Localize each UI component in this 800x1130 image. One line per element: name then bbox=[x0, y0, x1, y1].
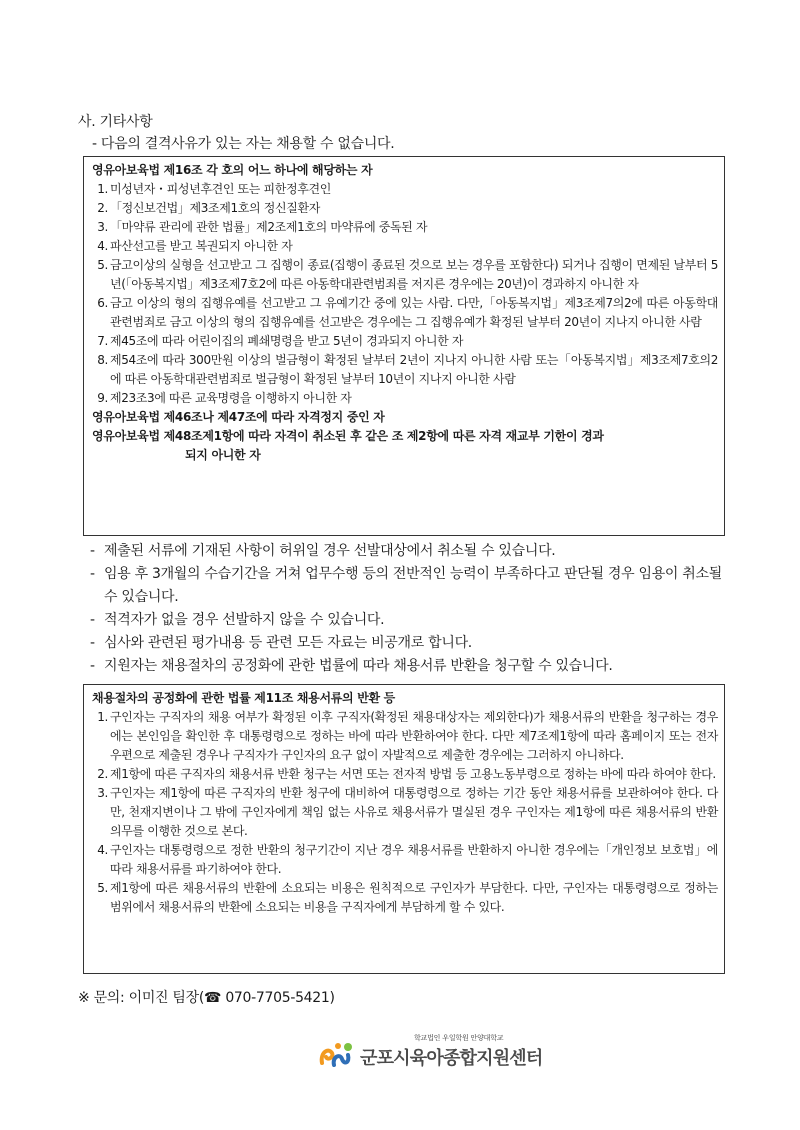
list-item-number: 3. bbox=[97, 786, 108, 800]
list-item-text: 제23조3에 따른 교육명령을 이행하지 아니한 자 bbox=[110, 391, 352, 405]
notice-text: 제출된 서류에 기재된 사항이 허위일 경우 선발대상에서 취소될 수 있습니다. bbox=[104, 543, 556, 559]
list-item bbox=[92, 218, 718, 237]
section-title: 사. 기타사항 bbox=[78, 114, 153, 130]
document-return-box bbox=[83, 684, 725, 974]
list-item bbox=[92, 784, 718, 841]
list-item bbox=[92, 879, 718, 917]
list-item bbox=[92, 180, 718, 199]
notice-text: 지원자는 채용절차의 공정화에 관한 법률에 따라 채용서류 반환을 청구할 수 있습니다. bbox=[104, 658, 613, 674]
list-item bbox=[92, 708, 718, 765]
notice-text: 심사와 관련된 평가내용 등 관련 모든 자료는 비공개로 합니다. bbox=[104, 635, 472, 651]
list-item-number: 9. bbox=[97, 391, 108, 405]
intro-text: - 다음의 결격사유가 있는 자는 채용할 수 없습니다. bbox=[92, 136, 395, 152]
dash-marker: - bbox=[90, 612, 95, 628]
list-item bbox=[92, 841, 718, 879]
list-item-number: 7. bbox=[97, 334, 108, 348]
list-item-text: 제45조에 따라 어린이집의 폐쇄명령을 받고 5년이 경과되지 아니한 자 bbox=[110, 334, 464, 348]
logo-name: 군포시육아종합지원센터 bbox=[360, 1048, 543, 1069]
list-item-text: 금고 이상의 형의 집행유예를 선고받고 그 유예기간 중에 있는 사람. 다만,「아동복지법」제3조제7의2에 따른 아동학대관련범죄로 금고 이상의 형의 집행유예를 선고받은 경우에는 그 집행유예가 확정된 날부터 20년이 지나지 아니한 사람 bbox=[110, 296, 718, 329]
disqualification-list bbox=[92, 180, 718, 408]
dash-marker: - bbox=[90, 658, 95, 674]
list-item bbox=[92, 389, 718, 408]
notice-item bbox=[90, 563, 730, 609]
notice-item bbox=[90, 632, 730, 655]
list-item-text: 구인자는 구직자의 채용 여부가 확정된 이후 구직자(확정된 채용대상자는 제외한다)가 채용서류의 반환을 청구하는 경우에는 본인임을 확인한 후 대통령령으로 정하는 바에 따라 반환하여야 한다. 다만 제7조제1항에 따라 홈페이지 또는 전자우편으로 제출된 경우나 구직자가 구인자의 요구 없이 자발적으로 제출한 경우에는 그러하지 아니하다. bbox=[110, 710, 718, 762]
list-item-number: 2. bbox=[97, 767, 108, 781]
list-item-number: 4. bbox=[97, 239, 108, 253]
list-item-number: 3. bbox=[97, 220, 108, 234]
list-item-number: 2. bbox=[97, 201, 108, 215]
list-item-text: 제1항에 따른 채용서류의 반환에 소요되는 비용은 원칙적으로 구인자가 부담한다. 다만, 구인자는 대통령령으로 정하는 범위에서 채용서류의 반환에 소요되는 비용을 구직자에게 부담하게 할 수 있다. bbox=[110, 881, 718, 914]
list-item bbox=[92, 237, 718, 256]
list-item-number: 1. bbox=[97, 710, 108, 724]
notice-text: 적격자가 없을 경우 선발하지 않을 수 있습니다. bbox=[104, 612, 385, 628]
notice-text: 임용 후 3개월의 수습기간을 거쳐 업무수행 등의 전반적인 능력이 부족하다고 판단될 경우 임용이 취소될 수 있습니다. bbox=[104, 566, 722, 605]
notice-item bbox=[90, 655, 730, 678]
list-item-text: 「정신보건법」제3조제1호의 정신질환자 bbox=[110, 201, 320, 215]
contact-info: ※ 문의: 이미진 팀장(☎ 070-7705-5421) bbox=[78, 990, 335, 1006]
box-heading-3-cont: 되지 아니한 자 bbox=[185, 448, 261, 462]
center-logo-icon bbox=[318, 1041, 358, 1071]
disqualification-box bbox=[83, 156, 725, 536]
list-item bbox=[92, 256, 718, 294]
list-item bbox=[92, 294, 718, 332]
logo-subtitle: 학교법인 우일학원 안양대학교 bbox=[414, 1034, 504, 1042]
list-item-text: 구인자는 대통령령으로 정한 반환의 청구기간이 지난 경우 채용서류를 반환하지 아니한 경우에는「개인정보 보호법」에 따라 채용서류를 파기하여야 한다. bbox=[110, 843, 718, 876]
list-item-number: 6. bbox=[97, 296, 108, 310]
list-item-text: 미성년자・피성년후견인 또는 피한정후견인 bbox=[110, 182, 331, 196]
list-item bbox=[92, 199, 718, 218]
notice-item bbox=[90, 609, 730, 632]
list-item bbox=[92, 351, 718, 389]
list-item-number: 4. bbox=[97, 843, 108, 857]
list-item-text: 파산선고를 받고 복권되지 아니한 자 bbox=[110, 239, 293, 253]
list-item bbox=[92, 765, 718, 784]
list-item-text: 「마약류 관리에 관한 법률」제2조제1호의 마약류에 중독된 자 bbox=[110, 220, 428, 234]
return-rules-list bbox=[92, 708, 718, 917]
list-item-number: 5. bbox=[97, 258, 108, 272]
box2-heading: 채용절차의 공정화에 관한 법률 제11조 채용서류의 반환 등 bbox=[92, 691, 395, 705]
box-heading-2: 영유아보육법 제46조나 제47조에 따라 자격정지 중인 자 bbox=[92, 410, 385, 424]
list-item-number: 8. bbox=[97, 353, 108, 367]
dash-marker: - bbox=[90, 543, 95, 559]
dash-marker: - bbox=[90, 635, 95, 651]
list-item-text: 구인자는 제1항에 따른 구직자의 반환 청구에 대비하여 대통령령으로 정하는 기간 동안 채용서류를 보관하여야 한다. 다만, 천재지변이나 그 밖에 구인자에게 책임 없는 사유로 채용서류가 멸실된 경우 구인자는 제1항에 따른 채용서류의 반환 의무를 이행한 것으로 본다. bbox=[110, 786, 718, 838]
list-item bbox=[92, 332, 718, 351]
notice-list bbox=[90, 540, 730, 678]
dash-marker: - bbox=[90, 566, 95, 582]
box-heading-3: 영유아보육법 제48조제1항에 따라 자격이 취소된 후 같은 조 제2항에 따른 자격 재교부 기한이 경과 bbox=[92, 429, 604, 443]
list-item-number: 1. bbox=[97, 182, 108, 196]
list-item-number: 5. bbox=[97, 881, 108, 895]
list-item-text: 제1항에 따른 구직자의 채용서류 반환 청구는 서면 또는 전자적 방법 등 고용노동부령으로 정하는 바에 따라 하여야 한다. bbox=[110, 767, 716, 781]
box-heading: 영유아보육법 제16조 각 호의 어느 하나에 해당하는 자 bbox=[92, 163, 373, 177]
list-item-text: 금고이상의 실형을 선고받고 그 집행이 종료(집행이 종료된 것으로 보는 경우를 포함한다) 되거나 집행이 면제된 날부터 5년(「아동복지법」제3조제7호2에 따른 아동학대관련범죄를 저지른 경우에는 20년)이 경과하지 아니한 자 bbox=[110, 258, 718, 291]
notice-item bbox=[90, 540, 730, 563]
list-item-text: 제54조에 따라 300만원 이상의 벌금형이 확정된 날부터 2년이 지나지 아니한 사람 또는「아동복지법」제3조제7호의2에 따른 아동학대관련범죄로 벌금형이 확정된 날부터 10년이 지나지 아니한 사람 bbox=[110, 353, 718, 386]
